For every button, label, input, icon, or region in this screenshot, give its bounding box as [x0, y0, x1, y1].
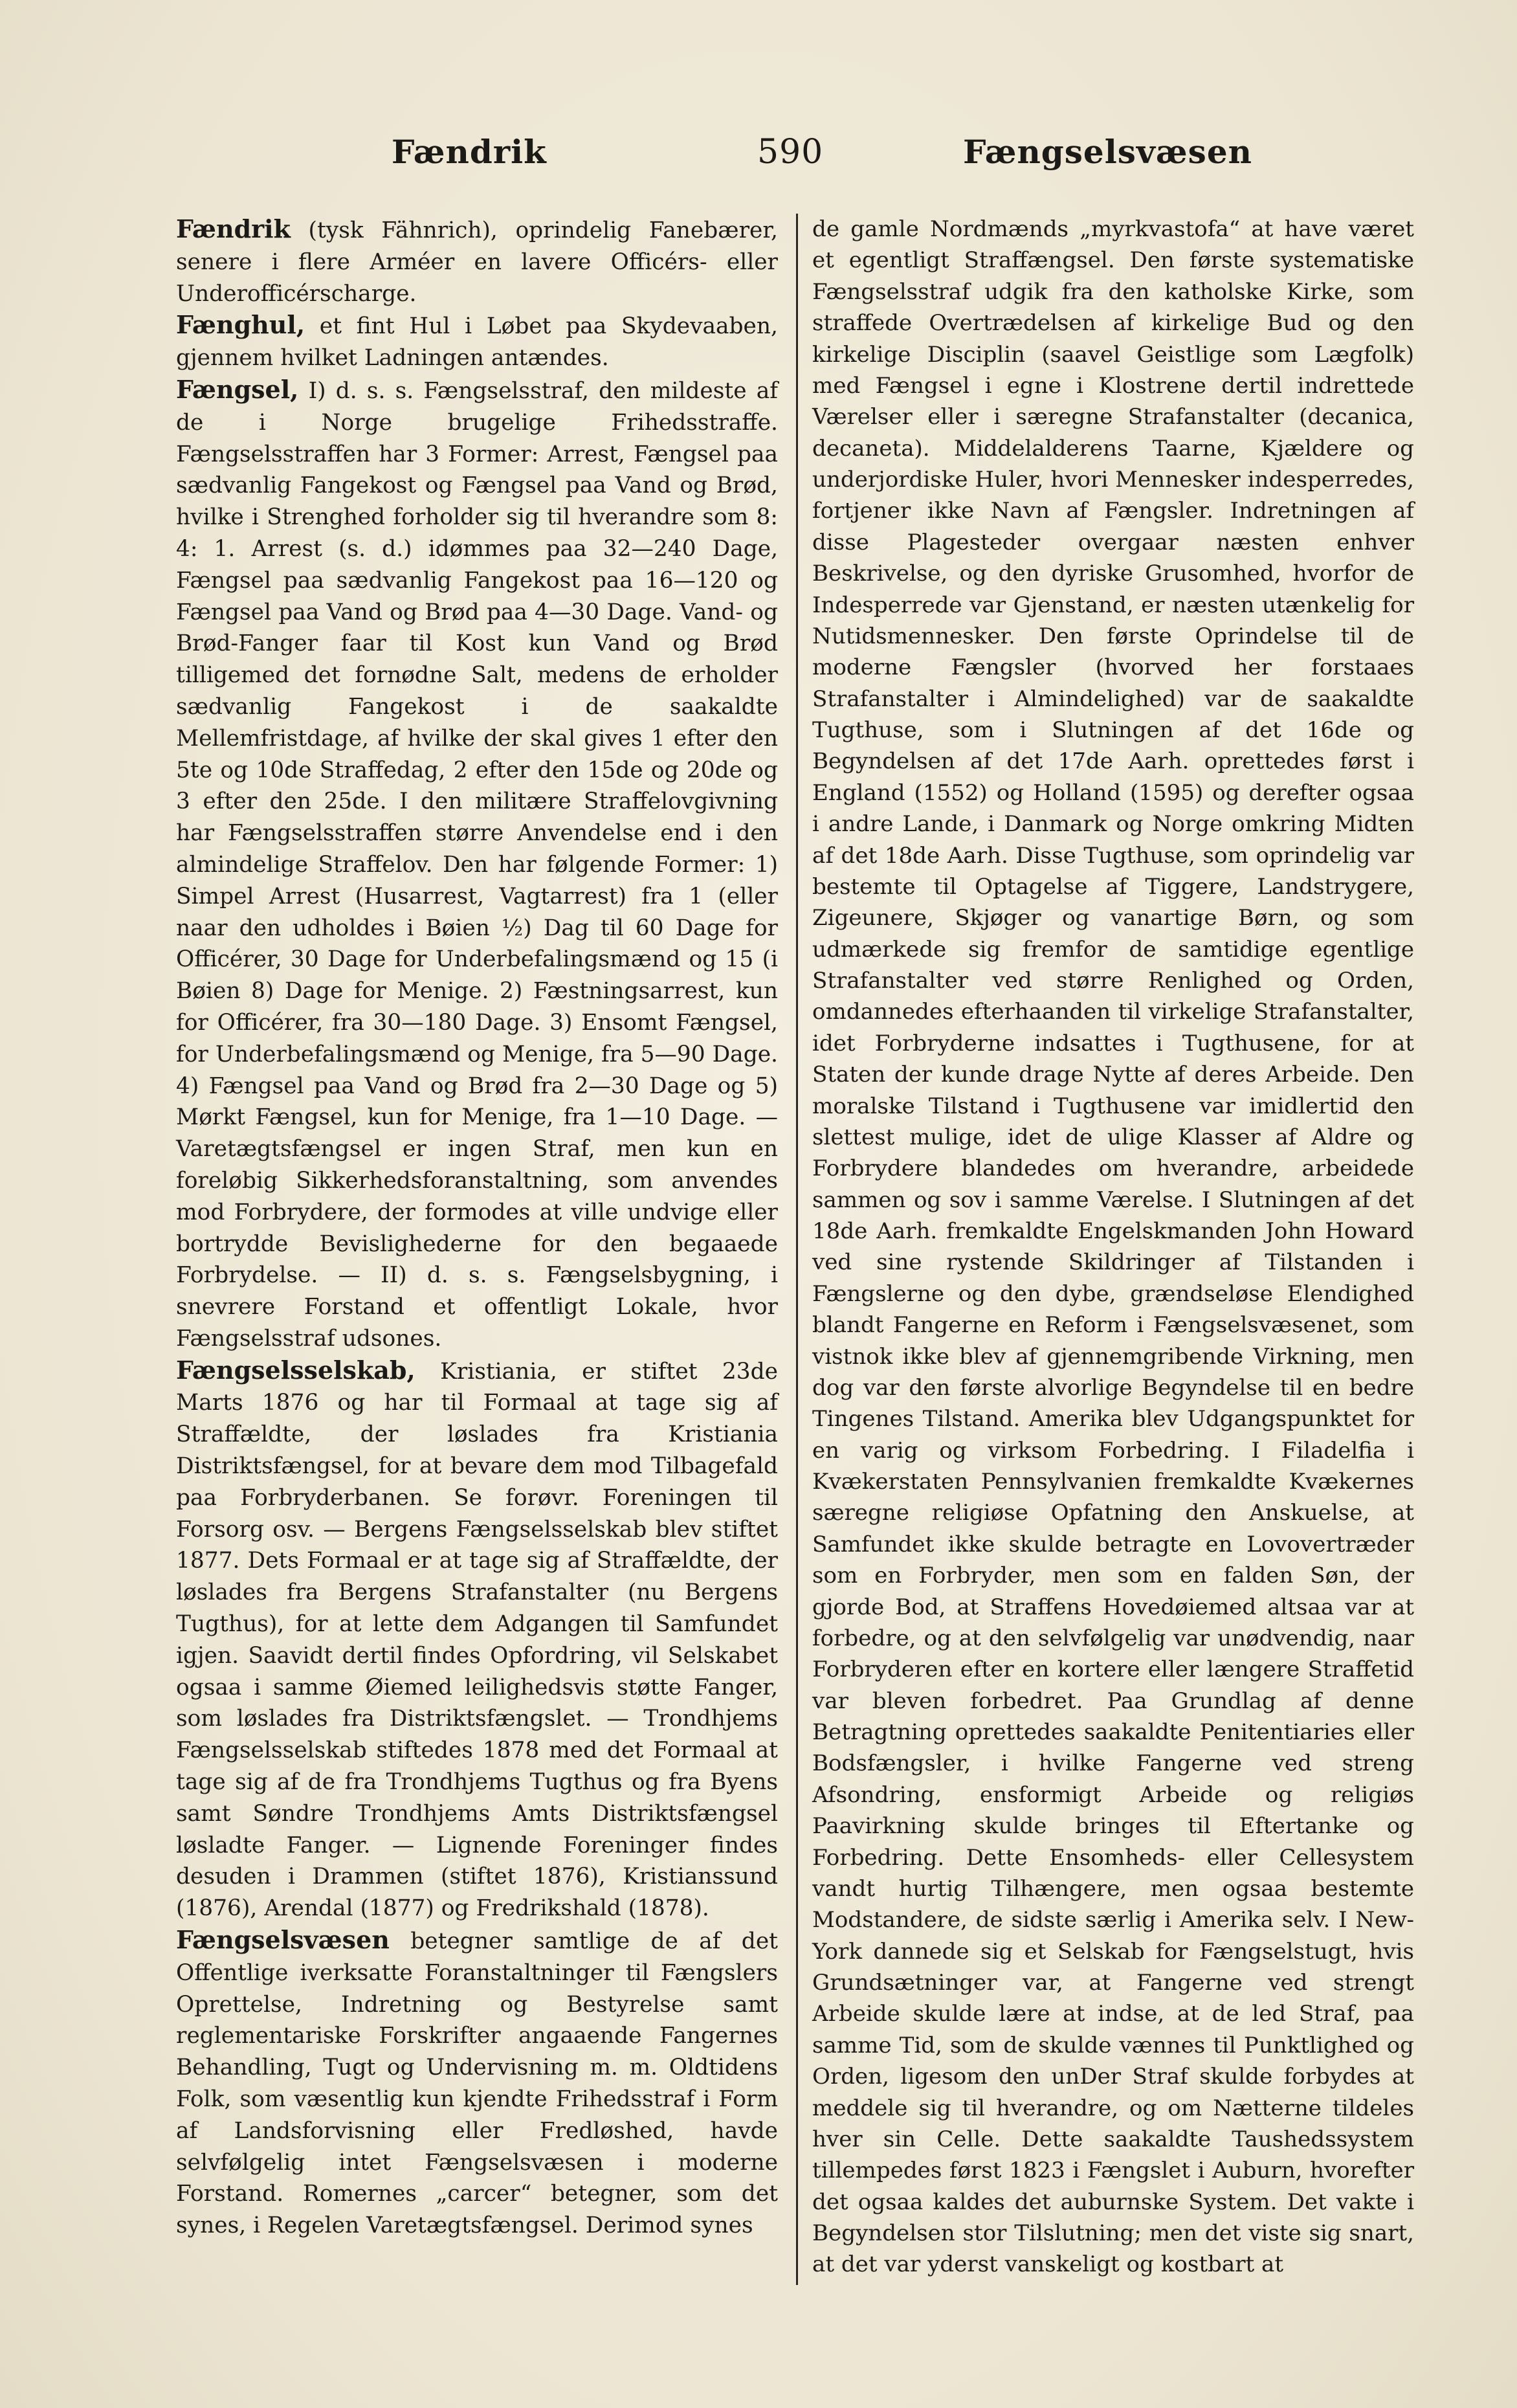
entry-text: et fint Hul i Løbet paa Skydevaaben, gjennem hvilket Ladningen antændes.: [176, 313, 778, 372]
page-number: 590: [757, 133, 824, 172]
header-left-catchword: Fændrik: [392, 133, 547, 171]
headword: Fængselsvæsen: [176, 1925, 390, 1955]
headword: Fændrik: [176, 214, 291, 243]
headword: Fænghul,: [176, 310, 305, 340]
entry-faengsel: [176, 374, 778, 1355]
column-divider: [796, 214, 798, 2285]
entry-text: (tysk Fähnrich), oprindelig Fanebærer, senere i flere Arméer en lavere Officérs- eller Underofficérscharge.: [176, 217, 778, 307]
entry-faengselsvaesen: [176, 1924, 778, 2242]
entry-text: I) d. s. s. Fængselsstraf, den mildeste af de i Norge brugelige Frihedsstraffe. Fængselsstraffen har 3 Former: Arrest, Fængsel paa sædvanlig Fangekost og Fængsel paa Vand og Brød, hvilke i Strenghed forholder sig til hverandre som 8: 4: 1. Arrest (s. d.) idømmes paa 32—240 Dage, Fængsel paa sædvanlig Fangekost paa 16—120 og Fængsel paa Vand og Brød paa 4—30 Dage. Vand- og Brød-Fanger faar til Kost kun Vand og Brød tilligemed det fornødne Salt, medens de erholder sædvanlig Fangekost i de saakaldte Mellemfristdage, af hvilke der skal gives 1 efter den 5te og 10de Straffedag, 2 efter den 15de og 20de og 3 efter den 25de. I den militære Straffelovgivning har Fængselsstraffen større Anvendelse end i den almindelige Straffelov. Den har følgende Former: 1) Simpel Arrest (Husarrest, Vagtarrest) fra 1 (eller naar den udholdes i Bøien ½) Dag til 60 Dage for Officérer, 30 Dage for Underbefalingsmænd og 15 (i Bøien 8) Dage for Menige. 2) Fæstningsarrest, kun for Officérer, fra 30—180 Dage. 3) Ensomt Fængsel, for Underbefalingsmænd og Menige, fra 5—90 Dage. 4) Fængsel paa Vand og Brød fra 2—30 Dage og 5) Mørkt Fængsel, kun for Menige, fra 1—10 Dage. — Varetægtsfængsel er ingen Straf, men kun en foreløbig Sikkerhedsforanstaltning, som anvendes mod Forbrydere, der formodes at ville undvige eller bortrydde Bevislighederne for den begaaede Forbrydelse. — II) d. s. s. Fængselsbygning, i snevrere Forstand et offentligt Lokale, hvor Fængselsstraf udsones.: [176, 377, 778, 1352]
entry-faenghul: [176, 309, 778, 374]
running-header: [392, 133, 1252, 178]
entry-faengselsselskab: [176, 1355, 778, 1924]
entry-text: Kristiania, er stiftet 23de Marts 1876 og har til Formaal at tage sig af Straffældte, der løslades fra Kristiania Distriktsfængsel, for at bevare dem mod Tilbagefald paa Forbryderbanen. Se forøvr. Foreningen til Forsorg osv. — Bergens Fængselsselskab blev stiftet 1877. Dets Formaal er at tage sig af Straffældte, der løslades fra Bergens Strafanstalter (nu Bergens Tugthus), for at lette dem Adgangen til Samfundet igjen. Saavidt dertil findes Opfordring, vil Selskabet ogsaa i samme Øiemed leilighedsvis støtte Fanger, som løslades fra Distriktsfængslet. — Trondhjems Fængselsselskab stiftedes 1878 med det Formaal at tage sig af de fra Trondhjems Tugthus og fra Byens samt Søndre Trondhjems Amts Distriktsfængsel løsladte Fanger. — Lignende Foreninger findes desuden i Drammen (stiftet 1876), Kristianssund (1876), Arendal (1877) og Fredrikshald (1878).: [176, 1358, 778, 1922]
entry-text: de gamle Nordmænds „myrkvastofa“ at have været et egentligt Straffængsel. Den første systematiske Fængselsstraf udgik fra den katholske Kirke, som straffede Overtrædelsen af kirkelige Bud og den kirkelige Disciplin (saavel Geistlige som Lægfolk) med Fængsel i egne i Klostrene dertil indrettede Værelser eller i særegne Strafanstalter (decanica, decaneta). Middelalderens Taarne, Kjældere og underjordiske Huler, hvori Mennesker indesperredes, fortjener ikke Navn af Fængsler. Indretningen af disse Plagesteder overgaar næsten enhver Beskrivelse, og den dyriske Grusomhed, hvorfor de Indesperrede var Gjenstand, er næsten utænkelig for Nutidsmennesker. Den første Oprindelse til de moderne Fængsler (hvorved her forstaaes Strafanstalter i Almindelighed) var de saakaldte Tugthuse, som i Slutningen af det 16de og Begyndelsen af det 17de Aarh. oprettedes først i England (1552) og Holland (1595) og derefter ogsaa i andre Lande, i Danmark og Norge omkring Midten af det 18de Aarh. Disse Tugthuse, som oprindelig var bestemte til Optagelse af Tiggere, Landstrygere, Zigeunere, Skjøger og vanartige Børn, og som udmærkede sig fremfor de samtidige egentlige Strafanstalter ved større Renlighed og Orden, omdannedes efterhaanden til virkelige Strafanstalter, idet Forbryderne indsattes i Tugthusene, for at Staten der kunde drage Nytte af deres Arbeide. Den moralske Tilstand i Tugthusene var imidlertid den slettest mulige, idet de ulige Klasser af Aldre og Forbrydere blandedes om hverandre, arbeidede sammen og sov i samme Værelse. I Slutningen af det 18de Aarh. fremkaldte Engelskmanden John Howard ved sine rystende Skildringer af Tilstanden i Fængslerne og den dybe, grændseløse Elendighed blandt Fangerne en Reform i Fængselsvæsenet, som vistnok ikke blev af gjennemgribende Virkning, men dog var den første alvorlige Begyndelse til en bedre Tingenes Tilstand. Amerika blev Udgangspunktet for en varig og virksom Forbedring. I Filadelfia i Kvækerstaten Pennsylvanien fremkaldte Kvækernes særegne religiøse Opfatning den Anskuelse, at Samfundet ikke skulde betragte en Lovovertræder som en Forbryder, men som en falden Søn, der gjorde Bod, at Straffens Hovedøiemed altsaa var at forbedre, og at den selvfølgelig var unødvendig, naar Forbryderen efter en kortere eller længere Straffetid var bleven forbedret. Paa Grundlag af denne Betragtning oprettedes saakaldte Penitentiaries eller Bodsfængsler, i hvilke Fangerne ved streng Afsondring, ensformigt Arbeide og religiøs Paavirkning skulde bringes til Eftertanke og Forbedring. Dette Ensomheds- eller Cellesystem vandt hurtig Tilhængere, men ogsaa bestemte Modstandere, de sidste særlig i Amerika selv. I New-York dannede sig et Selskab for Fængselstugt, hvis Grundsætninger var, at Fangerne ved strengt Arbeide skulde lære at indse, at de led Straf, paa samme Tid, som de skulde vænnes til Punktlighed og Orden, ligesom den unDer Straf skulde forbydes at meddele sig til hverandre, og om Nætterne tildeles hver sin Celle. Dette saakaldte Taushedssystem tillempedes først 1823 i Fængslet i Auburn, hvorefter det ogsaa kaldes det auburnske System. Det vakte i Begyndelsen stor Tilslutning; men det viste sig snart, at det var yderst vanskeligt og kostbart at: [812, 216, 1414, 2278]
headword: Fængsel,: [176, 374, 299, 404]
left-column: [176, 214, 778, 2242]
entry-continuation: [812, 214, 1414, 2280]
header-right-catchword: Fængselsvæsen: [962, 133, 1252, 171]
entry-text: betegner samtlige de af det Offentlige iverksatte Foranstaltninger til Fængslers Oprettelse, Indretning og Bestyrelse samt reglementariske Forskrifter angaaende Fangernes Behandling, Tugt og Undervisning m. m. Oldtidens Folk, som væsentlig kun kjendte Frihedsstraf i Form af Landsforvisning eller Fredløshed, havde selvfølgelig intet Fængselsvæsen i moderne Forstand. Romernes „carcer“ betegner, som det synes, i Regelen Varetægtsfængsel. Derimod synes: [176, 1928, 778, 2239]
right-column: [812, 214, 1414, 2280]
headword: Fængselsselskab,: [176, 1355, 415, 1385]
entry-faendrik: [176, 214, 778, 309]
